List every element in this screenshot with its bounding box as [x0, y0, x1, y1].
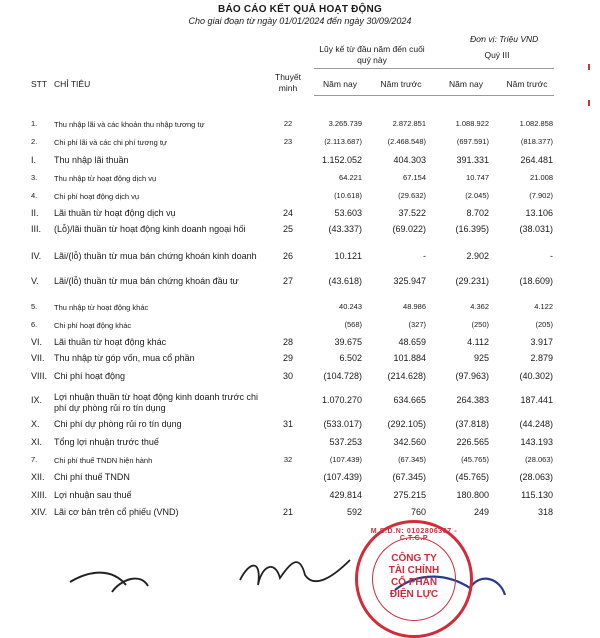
col-quy-iii: Quý III [484, 50, 510, 60]
signature-left [70, 573, 148, 592]
report-title: BÁO CÁO KẾT QUẢ HOẠT ĐỘNG [218, 4, 382, 15]
col-thuyet-minh: Thuyết minh [275, 72, 301, 93]
margin-mark [588, 100, 590, 106]
seal-line-3: CỔ PHẦN [390, 577, 438, 588]
financial-report-page: BÁO CÁO KẾT QUẢ HOẠT ĐỘNG Cho giai đoạn từ ngày 01/01/2024 đến ngày 30/09/2024 Đơn vị: Triệu VND STT CHỈ TIÊU Thuyết minh Lũy kế từ đầu năm đến cuối quý này Quý III Năm nay Năm trước Năm nay Năm trước 1. Thu nhập lãi và các khoản thu nhập tương tự 22 3.265.739 2.872.851 1.088.922 1.082.858 2. Chi phí lãi và các chi phí tương tự 23 (2.113.687) (2.468.548) (697.591) (818.377) I. Thu nhập lãi thuần 1.152.052 404.303 391.331 264.481 3. Thu nhập từ hoạt động dịch vụ 64.221 67.154 10.747 21.008 4. Chi phí hoạt động dịch vụ (10.618) (29.632) (2.045) (7.902) II. Lãi thuần từ hoạt động dịch vụ 24 53.603 37.522 8.702 13.106 III. (Lỗ)/lãi thuần từ hoạt động kinh doanh ngoại hối 25 (43.337) (69.022) (16.395) (38.031) IV. Lãi/(lỗ) thuần từ mua bán chứng khoán kinh doanh 26 10.121 - 2.902 - V. Lãi/(lỗ) thuần từ mua bán chứng khoán đầu tư 27 (43.618) 325.947 (29.231) (18.609) 5. Thu nhập từ hoạt động khác 40.243 48.986 4.362 4.122 6. Chi phí hoạt động khác (568) (327) (250) (205) VI. Lãi thuần từ hoạt động khác 28 39.675 48.659 4.112 3.917 VII. Thu nhập từ góp vốn, mua cổ phần 29 6.502 101.884 925 2.879 VIII. Chi phí hoạt động 30 (104.728) (214.628) (97.963) (40.302) IX. Lợi nhuận thuần từ hoạt động kinh doanh trước chi phí dự phòng rủi ro tín dụng 1.070.270 634.665 264.383 187.441 X. Chi phí dự phòng rủi ro tín dụng 31 (533.017) (292.105) (37.818) (44.248) XI. Tổng lợi nhuận trước thuế 537.253 342.560 226.565 143.193 7. Chi phí thuế TNDN hiện hành 32 (107.439) (67.345) (45.765) (28.063) XII. Chi phí thuế TNDN (107.439) (67.345) (45.765) (28.063) XIII. Lợi nhuận sau thuế 429.814 275.215 180.800 115.130 XIV. Lãi cơ bản trên cổ phiếu (VND) 21 592 760 249 318 M.S.D.N: 0102806367 - C.T.C.P CÔNG TY TÀI CHÍNH CỔ PHẦN ĐIỆN LỰC [0, 0, 600, 600]
seal-line-2: TÀI CHÍNH [388, 565, 440, 576]
signature-center [240, 560, 350, 585]
col-nam-nay-luy-ke: Năm nay [322, 79, 357, 89]
col-stt: STT [31, 79, 48, 89]
seal-ring-text: M.S.D.N: 0102806367 - C.T.C.P [370, 528, 458, 542]
currency-unit: Đơn vị: Triệu VND [470, 34, 539, 44]
col-nam-truoc-quy: Năm trước [506, 79, 548, 89]
report-period: Cho giai đoạn từ ngày 01/01/2024 đến ngày 30/09/2024 [188, 16, 412, 26]
header-bottom-line [314, 95, 554, 96]
header-divider [314, 68, 554, 69]
seal-line-4: ĐIỆN LỰC [389, 589, 439, 600]
col-nam-truoc-luy-ke: Năm trước [380, 79, 422, 89]
margin-mark [588, 64, 590, 70]
col-nam-nay-quy: Năm nay [448, 79, 483, 89]
col-chi-tieu: CHỈ TIÊU [54, 79, 91, 89]
col-luy-ke: Lũy kế từ đầu năm đến cuối quý này [319, 44, 425, 65]
seal-line-1: CÔNG TY [391, 553, 437, 564]
company-seal [355, 520, 473, 638]
